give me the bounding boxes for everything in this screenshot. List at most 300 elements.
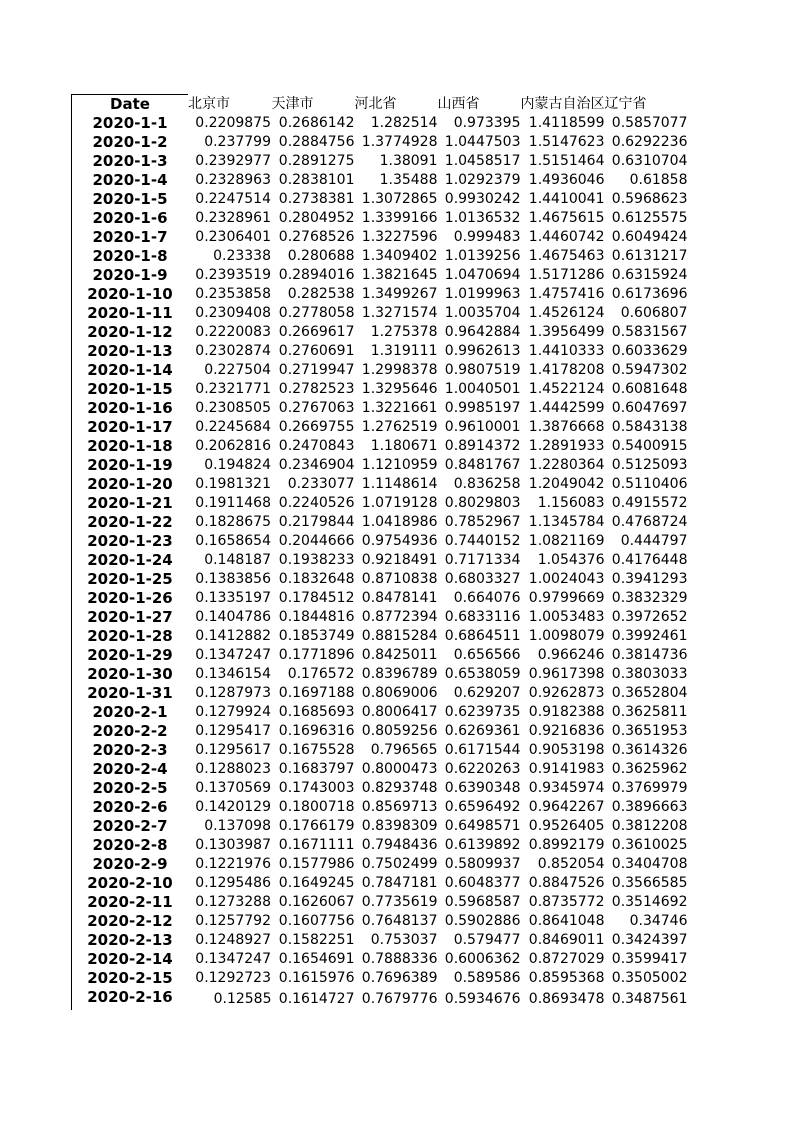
value-cell: 0.2062816: [195, 438, 271, 454]
value-cell: 0.4768724: [611, 514, 688, 530]
value-cell: 0.8398309: [361, 818, 438, 834]
table-row: [72, 228, 688, 247]
value-cell: 1.282514: [370, 115, 438, 131]
date-cell: 2020-1-6: [72, 209, 189, 228]
value-cell: 0.8641048: [528, 913, 605, 929]
value-cell: 0.2392977: [195, 153, 271, 169]
table-row: [72, 836, 688, 855]
value-cell: 0.2738381: [278, 191, 355, 207]
value-cell: 0.1347247: [195, 951, 271, 967]
date-cell: 2020-1-4: [72, 171, 189, 190]
value-cell: 1.0447503: [444, 134, 521, 150]
date-cell: 2020-1-28: [72, 627, 189, 646]
value-cell: 0.5831567: [611, 324, 688, 340]
value-cell: 0.2328961: [195, 210, 271, 226]
date-cell: 2020-1-7: [72, 228, 189, 247]
value-cell: 1.180671: [370, 438, 438, 454]
date-column-header: Date: [72, 95, 189, 115]
value-cell: 0.8847526: [528, 875, 605, 891]
date-cell: 2020-1-14: [72, 361, 189, 380]
value-cell: 0.148187: [204, 552, 271, 568]
date-cell: 2020-1-8: [72, 247, 189, 266]
date-cell: 2020-1-23: [72, 532, 189, 551]
value-cell: 0.8059256: [361, 723, 438, 739]
value-cell: 0.237799: [204, 134, 271, 150]
value-cell: 0.1279924: [195, 704, 271, 720]
value-cell: 0.1582251: [278, 932, 355, 948]
value-cell: 0.6310704: [611, 153, 688, 169]
value-cell: 0.9345974: [528, 780, 605, 796]
value-cell: 1.3774928: [361, 134, 438, 150]
table-row: [72, 209, 688, 228]
value-cell: 1.0098079: [528, 628, 605, 644]
value-cell: 0.1626067: [278, 894, 355, 910]
value-cell: 0.606807: [620, 305, 688, 321]
value-cell: 0.5902886: [444, 913, 521, 929]
value-cell: 0.1696316: [278, 723, 355, 739]
value-cell: 1.4757416: [528, 286, 605, 302]
value-cell: 1.0821169: [528, 533, 605, 549]
date-cell: 2020-1-24: [72, 551, 189, 570]
date-cell: 2020-2-7: [72, 817, 189, 836]
table-row: [72, 589, 688, 608]
value-cell: 1.3876668: [528, 419, 605, 435]
table-row: [72, 342, 688, 361]
table-row: [72, 608, 688, 627]
value-cell: 0.2894016: [278, 267, 355, 283]
value-cell: 0.9754936: [361, 533, 438, 549]
value-cell: 0.1248927: [195, 932, 271, 948]
date-cell: 2020-1-25: [72, 570, 189, 589]
value-cell: 0.1303987: [195, 837, 271, 853]
value-cell: 0.1649245: [278, 875, 355, 891]
value-cell: 0.1911468: [195, 495, 271, 511]
value-cell: 0.8396789: [361, 666, 438, 682]
table-row: [72, 893, 688, 912]
value-cell: 0.6006362: [444, 951, 521, 967]
value-cell: 0.3651953: [611, 723, 688, 739]
value-cell: 0.194824: [204, 457, 271, 473]
value-cell: 0.7679776: [361, 990, 438, 1007]
value-cell: 0.2760691: [278, 343, 355, 359]
value-cell: 0.7440152: [444, 533, 521, 549]
value-cell: 1.4675615: [528, 210, 605, 226]
table-row: [72, 988, 688, 1010]
table-row: [72, 418, 688, 437]
value-cell: 0.1346154: [195, 666, 271, 682]
value-cell: 1.35488: [379, 172, 438, 188]
value-cell: 0.6239735: [444, 704, 521, 720]
value-cell: 1.2762519: [361, 419, 438, 435]
date-cell: 2020-2-1: [72, 703, 189, 722]
value-cell: 0.5934676: [444, 990, 521, 1007]
value-cell: 1.5151464: [528, 153, 605, 169]
value-cell: 1.0035704: [444, 305, 521, 321]
value-cell: 0.2321771: [195, 381, 271, 397]
value-cell: 0.280688: [287, 248, 355, 264]
date-cell: 2020-1-15: [72, 380, 189, 399]
table-row: [72, 931, 688, 950]
date-cell: 2020-2-4: [72, 760, 189, 779]
value-cell: 0.6390348: [444, 780, 521, 796]
value-cell: 0.629207: [453, 685, 521, 701]
date-cell: 2020-2-3: [72, 741, 189, 760]
value-cell: 0.966246: [537, 647, 605, 663]
value-cell: 0.2309408: [195, 305, 271, 321]
value-cell: 0.6081648: [611, 381, 688, 397]
table-row: [72, 304, 688, 323]
value-cell: 0.3992461: [611, 628, 688, 644]
value-cell: 0.3614326: [611, 742, 688, 758]
value-cell: 0.282538: [287, 286, 355, 302]
value-cell: 0.1383856: [195, 571, 271, 587]
value-cell: 1.0292379: [444, 172, 521, 188]
value-cell: 0.3404708: [611, 856, 688, 872]
date-cell: 2020-1-12: [72, 323, 189, 342]
table-row: [72, 741, 688, 760]
value-cell: 1.0040501: [444, 381, 521, 397]
value-cell: 0.7948436: [361, 837, 438, 853]
table-row: [72, 190, 688, 209]
value-cell: 1.4178208: [528, 362, 605, 378]
value-cell: 0.1938233: [278, 552, 355, 568]
table-row: [72, 703, 688, 722]
value-cell: 0.2308505: [195, 400, 271, 416]
value-cell: 0.7696389: [361, 970, 438, 986]
table-row: [72, 323, 688, 342]
value-cell: 0.2220083: [195, 324, 271, 340]
value-cell: 1.3409402: [361, 248, 438, 264]
value-cell: 0.9642884: [444, 324, 521, 340]
value-cell: 0.1615976: [278, 970, 355, 986]
value-cell: 0.999483: [453, 229, 521, 245]
value-cell: 0.1292723: [195, 970, 271, 986]
value-cell: 0.2302874: [195, 343, 271, 359]
province-column-header: 辽宁省: [604, 95, 647, 112]
value-cell: 0.9182388: [528, 704, 605, 720]
date-cell: 2020-2-5: [72, 779, 189, 798]
value-cell: 1.4118599: [528, 115, 605, 131]
table-row: [72, 760, 688, 779]
value-cell: 0.2393519: [195, 267, 271, 283]
table-row: [72, 665, 688, 684]
value-cell: 0.3625962: [611, 761, 688, 777]
value-cell: 0.2179844: [278, 514, 355, 530]
table-row: [72, 171, 688, 190]
value-cell: 0.9617398: [528, 666, 605, 682]
value-cell: 0.664076: [453, 590, 521, 606]
value-cell: 0.2306401: [195, 229, 271, 245]
value-cell: 0.2767063: [278, 400, 355, 416]
date-cell: 2020-2-9: [72, 855, 189, 874]
value-cell: 0.8735772: [528, 894, 605, 910]
value-cell: 0.8727029: [528, 951, 605, 967]
value-cell: 0.2838101: [278, 172, 355, 188]
value-cell: 0.3424397: [611, 932, 688, 948]
value-cell: 0.1671111: [278, 837, 355, 853]
value-cell: 1.4936046: [528, 172, 605, 188]
value-cell: 1.3072865: [361, 191, 438, 207]
value-cell: 0.6131217: [611, 248, 688, 264]
date-cell: 2020-1-20: [72, 475, 189, 494]
value-cell: 1.38091: [379, 153, 438, 169]
value-cell: 0.7852967: [444, 514, 521, 530]
value-cell: 1.0024043: [528, 571, 605, 587]
value-cell: 0.6803327: [444, 571, 521, 587]
value-cell: 1.3295646: [361, 381, 438, 397]
value-cell: 0.3832329: [611, 590, 688, 606]
date-cell: 2020-2-10: [72, 874, 189, 893]
value-cell: 0.1335197: [195, 590, 271, 606]
table-row: [72, 247, 688, 266]
value-cell: 0.8029803: [444, 495, 521, 511]
table-row: [72, 570, 688, 589]
table-row: [72, 513, 688, 532]
value-cell: 0.3610025: [611, 837, 688, 853]
date-cell: 2020-1-21: [72, 494, 189, 513]
value-cell: 1.1148614: [361, 476, 438, 492]
value-cell: 0.2209875: [195, 115, 271, 131]
value-cell: 0.7888336: [361, 951, 438, 967]
value-cell: 0.2470843: [278, 438, 355, 454]
value-cell: 0.5400915: [611, 438, 688, 454]
value-cell: 0.1287973: [195, 685, 271, 701]
value-cell: 0.8478141: [361, 590, 438, 606]
value-cell: 0.23338: [213, 248, 271, 264]
value-cell: 0.176572: [287, 666, 355, 682]
value-cell: 0.1614727: [278, 990, 355, 1007]
value-cell: 0.753037: [370, 932, 438, 948]
table-row: [72, 380, 688, 399]
value-cell: 0.3941293: [611, 571, 688, 587]
value-cell: 0.12585: [213, 990, 272, 1007]
value-cell: 0.1295486: [195, 875, 271, 891]
value-cell: 0.444797: [620, 533, 688, 549]
table-row: [72, 798, 688, 817]
value-cell: 0.2719947: [278, 362, 355, 378]
value-cell: 1.2280364: [528, 457, 605, 473]
value-cell: 0.6864511: [444, 628, 521, 644]
value-cell: 0.8425011: [361, 647, 438, 663]
value-cell: 0.6139892: [444, 837, 521, 853]
value-cell: 0.8693478: [528, 990, 605, 1007]
value-cell: 0.8481767: [444, 457, 521, 473]
value-cell: 0.3625811: [611, 704, 688, 720]
value-cell: 0.9141983: [528, 761, 605, 777]
table-row: [72, 456, 688, 475]
value-cell: 0.796565: [370, 742, 438, 758]
table-body: [72, 114, 688, 1010]
value-cell: 0.6048377: [444, 875, 521, 891]
table-row: [72, 779, 688, 798]
value-cell: 0.8710838: [361, 571, 438, 587]
date-cell: 2020-1-9: [72, 266, 189, 285]
value-cell: 1.3821645: [361, 267, 438, 283]
value-cell: 1.1345784: [528, 514, 605, 530]
value-cell: 0.1370569: [195, 780, 271, 796]
value-cell: 0.9053198: [528, 742, 605, 758]
value-cell: 0.2669755: [278, 419, 355, 435]
value-cell: 0.9799669: [528, 590, 605, 606]
value-cell: 0.6049424: [611, 229, 688, 245]
value-cell: 0.852054: [537, 856, 605, 872]
date-cell: 2020-1-16: [72, 399, 189, 418]
date-cell: 2020-1-1: [72, 114, 189, 133]
value-cell: 1.4460742: [528, 229, 605, 245]
value-cell: 0.2328963: [195, 172, 271, 188]
value-cell: 1.156083: [537, 495, 605, 511]
value-cell: 1.0719128: [361, 495, 438, 511]
date-cell: 2020-1-10: [72, 285, 189, 304]
value-cell: 1.319111: [370, 343, 438, 359]
value-cell: 0.1853749: [278, 628, 355, 644]
table-row: [72, 551, 688, 570]
value-cell: 0.2891275: [278, 153, 355, 169]
value-cell: 0.3896663: [611, 799, 688, 815]
value-cell: 0.2346904: [278, 457, 355, 473]
value-cell: 1.0053483: [528, 609, 605, 625]
value-cell: 0.7648137: [361, 913, 438, 929]
province-column-header: 山西省: [437, 95, 480, 112]
date-cell: 2020-2-11: [72, 893, 189, 912]
date-cell: 2020-1-29: [72, 646, 189, 665]
value-cell: 0.61858: [629, 172, 688, 188]
value-cell: 0.2353858: [195, 286, 271, 302]
value-cell: 1.275378: [370, 324, 438, 340]
value-cell: 0.3566585: [611, 875, 688, 891]
value-cell: 0.8000473: [361, 761, 438, 777]
date-cell: 2020-2-12: [72, 912, 189, 931]
value-cell: 0.5843138: [611, 419, 688, 435]
province-column-header: 天津市: [271, 95, 314, 112]
table-row: [72, 969, 688, 988]
value-cell: 1.3271574: [361, 305, 438, 321]
value-cell: 0.3812208: [611, 818, 688, 834]
value-cell: 0.1412882: [195, 628, 271, 644]
value-cell: 1.0136532: [444, 210, 521, 226]
date-cell: 2020-1-22: [72, 513, 189, 532]
value-cell: 0.5968587: [444, 894, 521, 910]
value-cell: 0.2044666: [278, 533, 355, 549]
value-cell: 0.7502499: [361, 856, 438, 872]
date-cell: 2020-1-2: [72, 133, 189, 152]
province-column-header: 内蒙古自治区: [520, 95, 605, 112]
value-cell: 0.2804952: [278, 210, 355, 226]
value-cell: 0.6125575: [611, 210, 688, 226]
value-cell: 0.3803033: [611, 666, 688, 682]
date-cell: 2020-1-11: [72, 304, 189, 323]
value-cell: 0.973395: [453, 115, 521, 131]
value-cell: 0.1257792: [195, 913, 271, 929]
value-cell: 0.589586: [453, 970, 521, 986]
value-cell: 0.8069006: [361, 685, 438, 701]
value-cell: 0.8992179: [528, 837, 605, 853]
value-cell: 0.9218491: [361, 552, 438, 568]
table-row: [72, 627, 688, 646]
value-cell: 0.8914372: [444, 438, 521, 454]
value-cell: 0.5857077: [611, 115, 688, 131]
date-cell: 2020-2-13: [72, 931, 189, 950]
table-row: [72, 646, 688, 665]
value-cell: 0.1844816: [278, 609, 355, 625]
value-cell: 0.2669617: [278, 324, 355, 340]
value-cell: 0.137098: [204, 818, 271, 834]
value-cell: 0.3487561: [611, 990, 688, 1007]
value-cell: 0.2247514: [195, 191, 271, 207]
value-cell: 0.1828675: [195, 514, 271, 530]
value-cell: 0.5947302: [611, 362, 688, 378]
value-cell: 0.2768526: [278, 229, 355, 245]
value-cell: 1.4522124: [528, 381, 605, 397]
value-cell: 0.8815284: [361, 628, 438, 644]
date-cell: 2020-1-13: [72, 342, 189, 361]
value-cell: 0.1766179: [278, 818, 355, 834]
value-cell: 1.4410333: [528, 343, 605, 359]
value-cell: 0.7171334: [444, 552, 521, 568]
value-cell: 0.1420129: [195, 799, 271, 815]
value-cell: 0.6171544: [444, 742, 521, 758]
value-cell: 0.1981321: [195, 476, 271, 492]
value-cell: 0.6498571: [444, 818, 521, 834]
value-cell: 0.2240526: [278, 495, 355, 511]
table-row: [72, 399, 688, 418]
value-cell: 0.6269361: [444, 723, 521, 739]
value-cell: 0.5110406: [611, 476, 688, 492]
value-cell: 0.6596492: [444, 799, 521, 815]
table-row: [72, 152, 688, 171]
value-cell: 0.2884756: [278, 134, 355, 150]
table-row: [72, 437, 688, 456]
table-row: [72, 874, 688, 893]
value-cell: 1.0458517: [444, 153, 521, 169]
value-cell: 1.5147623: [528, 134, 605, 150]
value-cell: 0.233077: [287, 476, 355, 492]
value-cell: 0.8006417: [361, 704, 438, 720]
table-row: [72, 912, 688, 931]
value-cell: 0.2686142: [278, 115, 355, 131]
value-cell: 1.2049042: [528, 476, 605, 492]
value-cell: 0.5125093: [611, 457, 688, 473]
date-cell: 2020-2-2: [72, 722, 189, 741]
value-cell: 0.8293748: [361, 780, 438, 796]
value-cell: 0.8569713: [361, 799, 438, 815]
value-cell: 0.9930242: [444, 191, 521, 207]
value-cell: 1.3956499: [528, 324, 605, 340]
date-cell: 2020-1-3: [72, 152, 189, 171]
value-cell: 1.4410041: [528, 191, 605, 207]
value-cell: 0.5809937: [444, 856, 521, 872]
value-cell: 1.3221661: [361, 400, 438, 416]
value-cell: 0.4915572: [611, 495, 688, 511]
value-cell: 0.1683797: [278, 761, 355, 777]
value-cell: 1.4526124: [528, 305, 605, 321]
value-cell: 0.1221976: [195, 856, 271, 872]
value-cell: 0.3769979: [611, 780, 688, 796]
date-cell: 2020-1-5: [72, 190, 189, 209]
value-cell: 0.227504: [204, 362, 271, 378]
date-cell: 2020-2-16: [72, 988, 189, 1010]
value-cell: 1.5171286: [528, 267, 605, 283]
value-cell: 0.1404786: [195, 609, 271, 625]
value-cell: 0.1743003: [278, 780, 355, 796]
value-cell: 0.3599417: [611, 951, 688, 967]
table-row: [72, 684, 688, 703]
value-cell: 1.4675463: [528, 248, 605, 264]
value-cell: 0.1784512: [278, 590, 355, 606]
value-cell: 1.054376: [537, 552, 605, 568]
value-cell: 1.0470694: [444, 267, 521, 283]
date-cell: 2020-2-15: [72, 969, 189, 988]
